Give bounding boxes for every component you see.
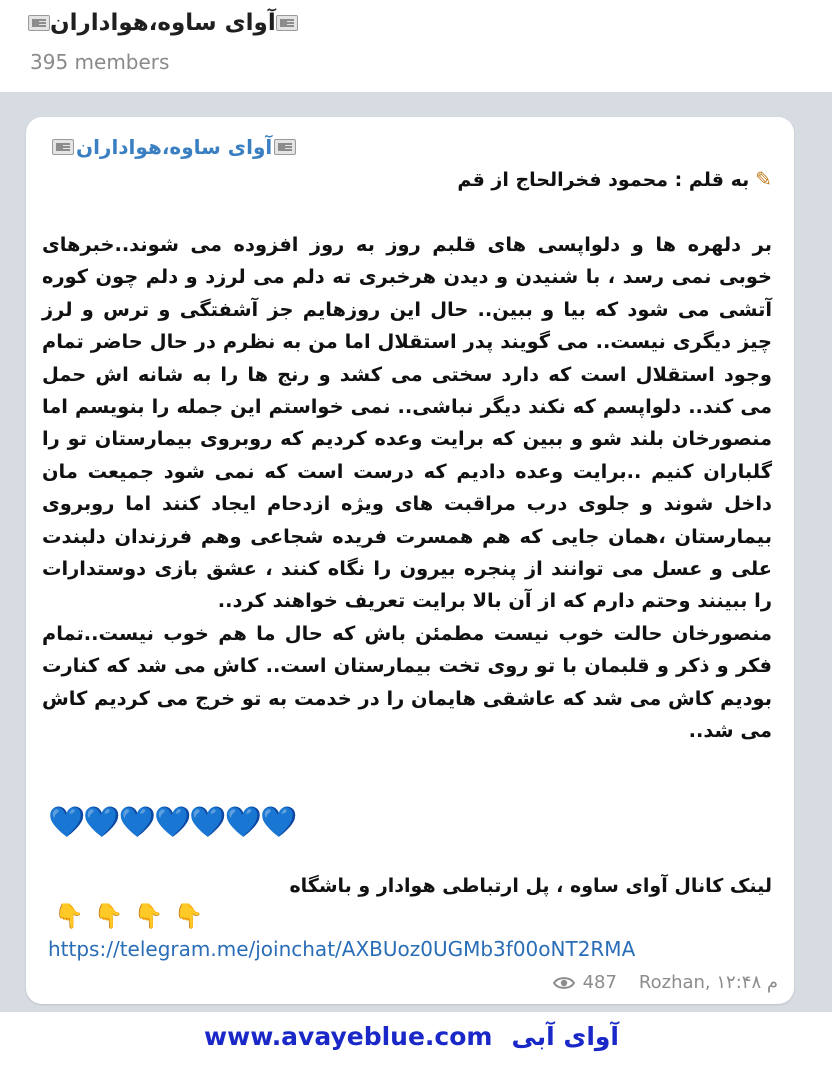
channel-title-text: آوای ساوه،هواداران	[50, 10, 276, 36]
byline-text: به قلم : محمود فخرالحاج از قم	[457, 169, 750, 191]
join-channel-link[interactable]: https://telegram.me/joinchat/AXBUoz0UGMb3f00oNT2RMA	[48, 937, 636, 961]
website-watermark: www.avayeblue.com	[204, 1022, 493, 1051]
pointing-down-emoji: 👇👇👇👇	[54, 902, 214, 930]
byline	[72, 167, 772, 191]
message-body: بر دلهره ها و دلواپسی های قلبم روز به روز افزوده می شوند..خبرهای خوبی نمی رسد ، با شنیدن و دیدن هرخبری ته دلم می لرزد و دلم چون کوره آتشی می شود که بیا و ببین.. حال این روزهایم جز آشفتگی و ترس و لرز چیز دیگری نیست.. می گویند پدر استقلال اما من به نظرم در حال حاضر تمام وجود استقلال است که دارد سختی می کشد و رنج ها را به شانه اش حمل می کند.. دلواپسم که نکند دیگر نباشی.. نمی خواستم این جمله را بنویسم اما منصورخان بلند شو و ببین که برایت وعده کردیم که روبروی بیمارستان تو را گلباران کنیم ..برایت وعده دادیم که درست است که نمی شود جمیعت مان داخل شوند و جلوی درب مراقبت های ویژه ازدحام ایجاد کنند اما روبروی بیمارستان ،همان جایی که هم همسرت فریده شجاعی وهم فرزندان دلبندت علی و عسل می توانند از پنجره بیرون را نگاه کنند ، عشق بازی دوستدارات را ببینند وحتم دارم که از آن بالا برایت تعریف خواهند کرد.. منصورخان حالت خوب نیست مطمئن باش که حال ما هم خوب نیست..تمام فکر و ذکر و قلبمان با تو روی تخت بیمارستان است.. کاش می شد که کنارت بودیم کاش می شد که عاشقی هایمان را در خدمت به تو خرج می کردیم کاش می شد..	[42, 233, 772, 743]
message-bubble[interactable]	[26, 117, 794, 1004]
author-time: Rozhan, ۱۲:۴۸ م	[638, 972, 778, 993]
brand-watermark: آوای آبی	[511, 1022, 619, 1051]
sender-name-text: آوای ساوه،هواداران	[76, 135, 273, 159]
chat-header[interactable]	[0, 0, 832, 92]
eye-icon	[553, 976, 575, 990]
memo-pencil-icon: ✎	[755, 167, 772, 191]
sender-name[interactable]	[52, 135, 296, 159]
channel-link-caption: لینک کانال آوای ساوه ، پل ارتباطی هوادار و باشگاه	[289, 875, 772, 897]
view-count: 487	[582, 972, 617, 993]
newspaper-icon	[52, 139, 74, 155]
newspaper-icon	[28, 15, 50, 31]
message-meta	[553, 972, 778, 993]
member-count: 395 members	[30, 50, 170, 74]
channel-title[interactable]	[28, 10, 298, 36]
newspaper-icon	[274, 139, 296, 155]
blue-hearts-emoji: 💙💙💙💙💙💙💙	[48, 805, 296, 840]
watermark-bar	[200, 1018, 625, 1058]
newspaper-icon	[276, 15, 298, 31]
